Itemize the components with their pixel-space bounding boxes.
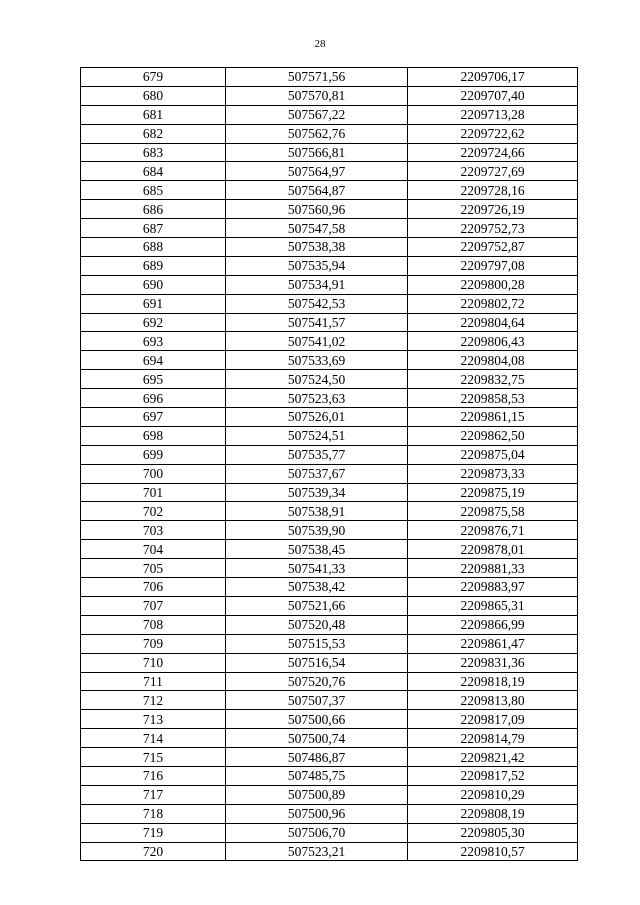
- point-number-cell: 700: [81, 464, 226, 483]
- y-coordinate-cell: 2209873,33: [408, 464, 578, 483]
- y-coordinate-cell: 2209706,17: [408, 68, 578, 87]
- y-coordinate-cell: 2209876,71: [408, 521, 578, 540]
- point-number-cell: 710: [81, 653, 226, 672]
- y-coordinate-cell: 2209724,66: [408, 143, 578, 162]
- x-coordinate-cell: 507520,48: [226, 615, 408, 634]
- x-coordinate-cell: 507562,76: [226, 124, 408, 143]
- point-number-cell: 679: [81, 68, 226, 87]
- y-coordinate-cell: 2209861,47: [408, 634, 578, 653]
- x-coordinate-cell: 507547,58: [226, 219, 408, 238]
- y-coordinate-cell: 2209821,42: [408, 748, 578, 767]
- point-number-cell: 707: [81, 596, 226, 615]
- table-row: [81, 408, 578, 427]
- x-coordinate-cell: 507516,54: [226, 653, 408, 672]
- point-number-cell: 704: [81, 540, 226, 559]
- table-row: [81, 578, 578, 597]
- point-number-cell: 687: [81, 219, 226, 238]
- table-row: [81, 219, 578, 238]
- y-coordinate-cell: 2209722,62: [408, 124, 578, 143]
- table-row: [81, 842, 578, 861]
- point-number-cell: 688: [81, 238, 226, 257]
- table-row: [81, 672, 578, 691]
- x-coordinate-cell: 507542,53: [226, 294, 408, 313]
- x-coordinate-cell: 507564,97: [226, 162, 408, 181]
- y-coordinate-cell: 2209726,19: [408, 200, 578, 219]
- y-coordinate-cell: 2209817,09: [408, 710, 578, 729]
- y-coordinate-cell: 2209883,97: [408, 578, 578, 597]
- y-coordinate-cell: 2209817,52: [408, 766, 578, 785]
- table-row: [81, 86, 578, 105]
- y-coordinate-cell: 2209797,08: [408, 256, 578, 275]
- point-number-cell: 696: [81, 389, 226, 408]
- x-coordinate-cell: 507535,94: [226, 256, 408, 275]
- x-coordinate-cell: 507537,67: [226, 464, 408, 483]
- x-coordinate-cell: 507507,37: [226, 691, 408, 710]
- x-coordinate-cell: 507515,53: [226, 634, 408, 653]
- point-number-cell: 692: [81, 313, 226, 332]
- table-row: [81, 143, 578, 162]
- x-coordinate-cell: 507524,51: [226, 426, 408, 445]
- y-coordinate-cell: 2209810,29: [408, 785, 578, 804]
- coordinates-table: [80, 67, 578, 861]
- x-coordinate-cell: 507524,50: [226, 370, 408, 389]
- x-coordinate-cell: 507541,33: [226, 559, 408, 578]
- point-number-cell: 705: [81, 559, 226, 578]
- table-row: [81, 766, 578, 785]
- point-number-cell: 713: [81, 710, 226, 729]
- y-coordinate-cell: 2209752,87: [408, 238, 578, 257]
- x-coordinate-cell: 507538,45: [226, 540, 408, 559]
- x-coordinate-cell: 507539,90: [226, 521, 408, 540]
- table-row: [81, 351, 578, 370]
- table-row: [81, 162, 578, 181]
- x-coordinate-cell: 507564,87: [226, 181, 408, 200]
- x-coordinate-cell: 507571,56: [226, 68, 408, 87]
- point-number-cell: 716: [81, 766, 226, 785]
- point-number-cell: 712: [81, 691, 226, 710]
- y-coordinate-cell: 2209800,28: [408, 275, 578, 294]
- y-coordinate-cell: 2209875,58: [408, 502, 578, 521]
- table-row: [81, 445, 578, 464]
- y-coordinate-cell: 2209804,64: [408, 313, 578, 332]
- table-row: [81, 294, 578, 313]
- point-number-cell: 695: [81, 370, 226, 389]
- x-coordinate-cell: 507567,22: [226, 105, 408, 124]
- table-row: [81, 521, 578, 540]
- table-row: [81, 200, 578, 219]
- point-number-cell: 699: [81, 445, 226, 464]
- point-number-cell: 717: [81, 785, 226, 804]
- x-coordinate-cell: 507500,89: [226, 785, 408, 804]
- y-coordinate-cell: 2209875,04: [408, 445, 578, 464]
- x-coordinate-cell: 507486,87: [226, 748, 408, 767]
- x-coordinate-cell: 507523,63: [226, 389, 408, 408]
- point-number-cell: 702: [81, 502, 226, 521]
- x-coordinate-cell: 507570,81: [226, 86, 408, 105]
- table-row: [81, 105, 578, 124]
- y-coordinate-cell: 2209861,15: [408, 408, 578, 427]
- table-row: [81, 615, 578, 634]
- table-row: [81, 823, 578, 842]
- y-coordinate-cell: 2209878,01: [408, 540, 578, 559]
- coordinates-table-body: [81, 68, 578, 861]
- point-number-cell: 719: [81, 823, 226, 842]
- y-coordinate-cell: 2209728,16: [408, 181, 578, 200]
- x-coordinate-cell: 507521,66: [226, 596, 408, 615]
- point-number-cell: 680: [81, 86, 226, 105]
- table-row: [81, 238, 578, 257]
- x-coordinate-cell: 507523,21: [226, 842, 408, 861]
- y-coordinate-cell: 2209806,43: [408, 332, 578, 351]
- x-coordinate-cell: 507538,42: [226, 578, 408, 597]
- y-coordinate-cell: 2209832,75: [408, 370, 578, 389]
- table-row: [81, 389, 578, 408]
- x-coordinate-cell: 507560,96: [226, 200, 408, 219]
- y-coordinate-cell: 2209802,72: [408, 294, 578, 313]
- x-coordinate-cell: 507534,91: [226, 275, 408, 294]
- table-row: [81, 634, 578, 653]
- table-row: [81, 729, 578, 748]
- table-row: [81, 748, 578, 767]
- x-coordinate-cell: 507538,91: [226, 502, 408, 521]
- point-number-cell: 690: [81, 275, 226, 294]
- y-coordinate-cell: 2209818,19: [408, 672, 578, 691]
- table-row: [81, 181, 578, 200]
- point-number-cell: 698: [81, 426, 226, 445]
- x-coordinate-cell: 507533,69: [226, 351, 408, 370]
- table-row: [81, 596, 578, 615]
- table-row: [81, 332, 578, 351]
- table-row: [81, 653, 578, 672]
- point-number-cell: 720: [81, 842, 226, 861]
- y-coordinate-cell: 2209814,79: [408, 729, 578, 748]
- point-number-cell: 709: [81, 634, 226, 653]
- table-row: [81, 502, 578, 521]
- x-coordinate-cell: 507500,74: [226, 729, 408, 748]
- point-number-cell: 693: [81, 332, 226, 351]
- x-coordinate-cell: 507541,02: [226, 332, 408, 351]
- x-coordinate-cell: 507500,96: [226, 804, 408, 823]
- y-coordinate-cell: 2209866,99: [408, 615, 578, 634]
- y-coordinate-cell: 2209804,08: [408, 351, 578, 370]
- point-number-cell: 684: [81, 162, 226, 181]
- table-row: [81, 464, 578, 483]
- y-coordinate-cell: 2209865,31: [408, 596, 578, 615]
- table-row: [81, 804, 578, 823]
- y-coordinate-cell: 2209727,69: [408, 162, 578, 181]
- y-coordinate-cell: 2209808,19: [408, 804, 578, 823]
- y-coordinate-cell: 2209881,33: [408, 559, 578, 578]
- point-number-cell: 701: [81, 483, 226, 502]
- point-number-cell: 715: [81, 748, 226, 767]
- x-coordinate-cell: 507520,76: [226, 672, 408, 691]
- point-number-cell: 682: [81, 124, 226, 143]
- y-coordinate-cell: 2209831,36: [408, 653, 578, 672]
- y-coordinate-cell: 2209862,50: [408, 426, 578, 445]
- table-row: [81, 124, 578, 143]
- point-number-cell: 706: [81, 578, 226, 597]
- point-number-cell: 703: [81, 521, 226, 540]
- table-row: [81, 370, 578, 389]
- x-coordinate-cell: 507526,01: [226, 408, 408, 427]
- point-number-cell: 718: [81, 804, 226, 823]
- table-row: [81, 559, 578, 578]
- point-number-cell: 694: [81, 351, 226, 370]
- point-number-cell: 714: [81, 729, 226, 748]
- x-coordinate-cell: 507566,81: [226, 143, 408, 162]
- table-row: [81, 68, 578, 87]
- point-number-cell: 691: [81, 294, 226, 313]
- y-coordinate-cell: 2209813,80: [408, 691, 578, 710]
- x-coordinate-cell: 507500,66: [226, 710, 408, 729]
- point-number-cell: 708: [81, 615, 226, 634]
- table-row: [81, 256, 578, 275]
- x-coordinate-cell: 507485,75: [226, 766, 408, 785]
- table-row: [81, 313, 578, 332]
- x-coordinate-cell: 507539,34: [226, 483, 408, 502]
- y-coordinate-cell: 2209713,28: [408, 105, 578, 124]
- point-number-cell: 686: [81, 200, 226, 219]
- y-coordinate-cell: 2209858,53: [408, 389, 578, 408]
- x-coordinate-cell: 507541,57: [226, 313, 408, 332]
- table-row: [81, 785, 578, 804]
- point-number-cell: 689: [81, 256, 226, 275]
- point-number-cell: 683: [81, 143, 226, 162]
- table-row: [81, 540, 578, 559]
- point-number-cell: 711: [81, 672, 226, 691]
- table-row: [81, 483, 578, 502]
- table-row: [81, 691, 578, 710]
- table-row: [81, 426, 578, 445]
- y-coordinate-cell: 2209805,30: [408, 823, 578, 842]
- point-number-cell: 681: [81, 105, 226, 124]
- point-number-cell: 697: [81, 408, 226, 427]
- y-coordinate-cell: 2209875,19: [408, 483, 578, 502]
- y-coordinate-cell: 2209707,40: [408, 86, 578, 105]
- x-coordinate-cell: 507506,70: [226, 823, 408, 842]
- point-number-cell: 685: [81, 181, 226, 200]
- y-coordinate-cell: 2209810,57: [408, 842, 578, 861]
- y-coordinate-cell: 2209752,73: [408, 219, 578, 238]
- page-number: 28: [314, 38, 326, 50]
- table-row: [81, 275, 578, 294]
- x-coordinate-cell: 507535,77: [226, 445, 408, 464]
- x-coordinate-cell: 507538,38: [226, 238, 408, 257]
- table-row: [81, 710, 578, 729]
